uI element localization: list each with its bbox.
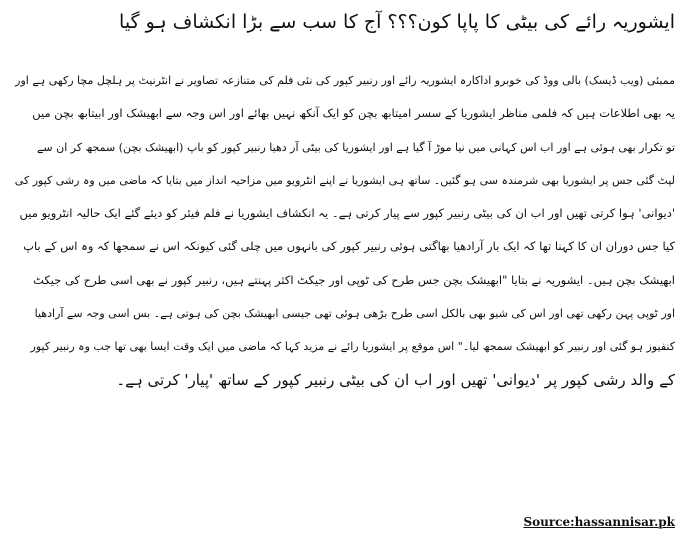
source-label: Source: xyxy=(523,515,575,529)
body-line: یہ بھی اطلاعات ہیں کہ فلمی مناظر ایشوریا کے سسر امیتابھ بچن کو ایک آنکھ نہیں بھائے اور اس وجہ سے ابھیشک اور ابیتابھ بچن میں xyxy=(32,106,675,121)
headline: ایشوریہ رائے کی بیٹی کا پاپا کون؟؟؟ آج کا سب سے بڑا انکشاف ہو گیا xyxy=(119,11,675,33)
body-line: ابھیشک بچن ہیں۔ ایشوریہ نے بتایا "ابھیشک بچن جس طرح کی ٹوپی اور جیکٹ اکثر پہنتے ہیں، رنبیر کپور نے بھی اسی طرح کی جیکٹ xyxy=(33,272,675,287)
body-line: کیا جس دوران ان کا کہنا تھا کہ ایک بار آرادھیا بھاگتی ہوئی رنبیر کپور کی بانہوں میں چلی گئی کیونکہ اس نے سمجھا کہ وہ اس کے باپ xyxy=(23,239,675,254)
body-line: کنفیوز ہو گئی اور رنبیر کو ابھیشک سمجھ لیا۔" اس موقع پر ایشوریا رائے نے مزید کہا کہ ماضی میں ایک وقت ایسا بھی تھا جب وہ رنبیر کپور xyxy=(30,340,675,354)
body-line: اور ٹوپی پہن رکھی تھی اور اس کی شیو بھی بالکل اسی طرح بڑھی ہوئی تھی جیسی ابھیشک بچن کی ہوتی ہے۔ بس اسی وجہ سے آرادھیا xyxy=(34,307,675,321)
body-line: کے والد رشی کپور پر 'دیوانی' تھیں اور اب ان کی بیٹی رنبیر کپور کے ساتھ 'پیار' کرتی ہے۔ xyxy=(116,370,675,389)
article-body xyxy=(10,64,675,397)
body-line: تو تکرار بھی ہوئی ہے اور اب اس کہانی میں نیا موڑ آ گیا ہے اور ایشوریا کی بیٹی آر دھیا رنبیر کپور کو باپ (ابھیشک بچن) سمجھ کر ان سے xyxy=(36,140,675,154)
source-credit xyxy=(523,512,675,532)
body-line: لپٹ گئی جس پر ایشوریا بھی شرمندہ سی ہو گئیں۔ ساتھ ہی ایشوریا نے اپنے انٹرویو میں مزاحیہ انداز میں بتایا کہ ماضی میں وہ رشی کپور کی xyxy=(14,173,675,187)
body-line: 'دیوانی' ہوا کرتی تھیں اور اب ان کی بیٹی رنبیر کپور سے پیار کرتی ہے۔ یہ انکشاف ایشوریا نے فلم فیئر کو دیئے گئے ایک حالیہ انٹرویو میں xyxy=(19,206,675,221)
source-link[interactable]: hassannisar.pk xyxy=(574,515,675,529)
body-line: ممبئی (ویب ڈیسک) بالی ووڈ کی خوبرو اداکارہ ایشوریہ رائے اور رنبیر کپور کی نئی فلم کی متنازعہ تصاویر نے انٹرنیٹ پر ہلچل مچا رکھی ہے اور xyxy=(15,74,675,87)
